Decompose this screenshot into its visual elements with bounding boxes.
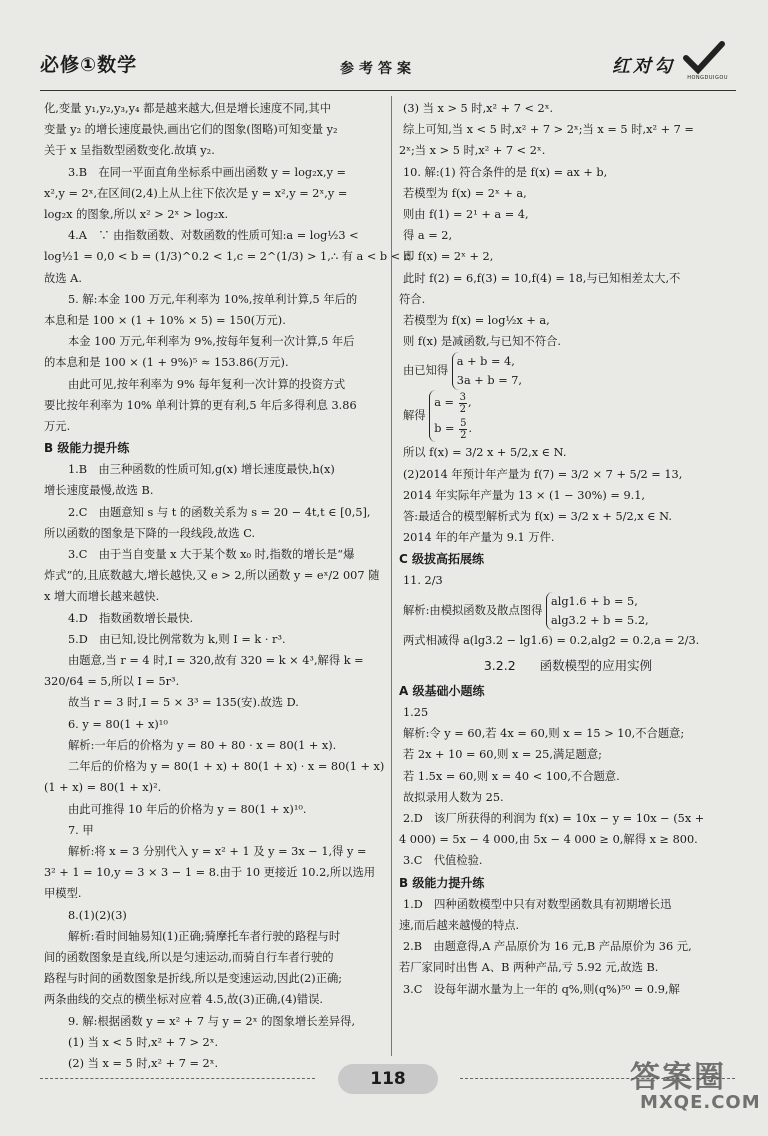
text-line: 即 f(x) = 2ˣ + 2, xyxy=(403,250,494,264)
equation-system xyxy=(546,592,649,630)
text-line: 2.B 由题意得,A 产品原价为 16 元,B 产品原价为 36 元, xyxy=(403,940,692,954)
text-line: 若 2x + 10 = 60,则 x = 25,满足题意; xyxy=(403,748,602,762)
text-line: 1.25 xyxy=(403,706,429,720)
denominator: 2 xyxy=(459,403,466,415)
system-lead: 解得 xyxy=(403,409,426,423)
text-line: 2.C 由题意知 s 与 t 的函数关系为 s = 20 − 4t,t ∈ [0,5], xyxy=(68,505,371,519)
equation-lhs: a = xyxy=(434,396,454,410)
text-line: 2014 年实际年产量为 13 × (1 − 30%) = 9.1, xyxy=(403,488,645,502)
text-line: (3) 当 x > 5 时,x² + 7 < 2ˣ. xyxy=(403,102,554,115)
text-line: 3.C 由于当自变量 x 大于某个数 x₀ 时,指数的增长是“爆 xyxy=(68,548,355,562)
text-line: 若模型为 f(x) = log½x + a, xyxy=(403,314,550,328)
text-line: 8.(1)(2)(3) xyxy=(68,908,127,922)
text-line: 320/64 = 5,所以 I = 5r³. xyxy=(44,675,180,689)
subsection-heading xyxy=(399,655,737,676)
section-heading: C 级拔高拓展练 xyxy=(399,552,484,567)
text-line: 9. 解:根据函数 y = x² + 7 与 y = 2ˣ 的图象增长差异得, xyxy=(68,1014,356,1028)
text-line: 4 000) = 5x − 4 000,由 5x − 4 000 ≥ 0,解得 x ≥ 800. xyxy=(399,833,698,847)
subsection-title: 函数模型的应用实例 xyxy=(539,657,653,673)
text-line: 答:最适合的模型解析式为 f(x) = 3/2 x + 5/2,x ∈ N. xyxy=(403,510,672,524)
text-line: (2)2014 年预计年产量为 f(7) = 3/2 × 7 + 5/2 = 13, xyxy=(403,467,683,481)
text-line: 则 f(x) 是减函数,与已知不符合. xyxy=(403,335,561,349)
text-line: 3.C 设每年湖水量为上一年的 q%,则(q%)⁵⁰ = 0.9,解 xyxy=(403,982,680,996)
logo-subtext: HONGDUIGOU xyxy=(687,75,728,81)
text-line: 故选 A. xyxy=(44,271,82,285)
text-line: 6. y = 80(1 + x)¹⁰ xyxy=(68,717,168,731)
text-line: (1) 当 x < 5 时,x² + 7 > 2ˣ. xyxy=(68,1035,219,1049)
text-line: 此时 f(2) = 6,f(3) = 10,f(4) = 18,与已知相差太大,不 xyxy=(403,271,681,285)
text-line: 二年后的价格为 y = 80(1 + x) + 80(1 + x) · x = 80(1 + x) xyxy=(68,760,385,774)
text-line: 由此可推得 10 年后的价格为 y = 80(1 + x)¹⁰. xyxy=(68,802,307,816)
solution-system xyxy=(399,390,737,442)
text-line: 解析:令 y = 60,若 4x = 60,则 x = 15 > 10,不合题意; xyxy=(403,727,685,741)
text-line: 若厂家同时出售 A、B 两种产品,亏 5.92 元,故选 B. xyxy=(399,961,659,975)
system-lead: 解析:由模拟函数及散点图得 xyxy=(403,603,543,617)
header-rule xyxy=(40,90,736,91)
checkmark-icon xyxy=(682,40,726,76)
text-line: 关于 x 呈指数型函数变化.故填 y₂. xyxy=(44,144,215,158)
text-line: 由题意,当 r = 4 时,I = 320,故有 320 = k × 4³,解得 k = xyxy=(68,654,364,668)
text-line: 万元. xyxy=(44,420,71,434)
fraction xyxy=(459,392,467,415)
system-of-equations xyxy=(399,352,737,390)
text-line: 速,而后越来越慢的特点. xyxy=(399,918,520,932)
text-line: 符合. xyxy=(399,292,426,306)
text-line: 若 1.5x = 60,则 x = 40 < 100,不合题意. xyxy=(403,769,620,783)
text-line: 解析:一年后的价格为 y = 80 + 80 · x = 80(1 + x). xyxy=(68,738,337,752)
text-line: 故拟录用人数为 25. xyxy=(403,790,504,804)
text-line: log½1 = 0,0 < b = (1/3)^0.2 < 1,c = 2^(1/3) > 1,∴ 有 a < b < c. xyxy=(44,250,414,264)
text-line: 2ˣ;当 x > 5 时,x² + 7 < 2ˣ. xyxy=(399,144,546,158)
text-line: 3.C 代值检验. xyxy=(403,854,483,868)
text-line: 5. 解:本金 100 万元,年利率为 10%,按单利计算,5 年后的 xyxy=(68,292,358,306)
numerator: 3 xyxy=(459,391,466,403)
text-line: 本息和是 100 × (1 + 10% × 5) = 150(万元). xyxy=(44,314,286,328)
text-line: 4.A ∵ 由指数函数、对数函数的性质可知:a = log½3 < xyxy=(68,229,359,243)
text-line: 则由 f(1) = 2¹ + a = 4, xyxy=(403,208,529,222)
text-line: x²,y = 2ˣ,在区间(2,4)上从上往下依次是 y = x²,y = 2ˣ,y = xyxy=(44,186,348,200)
text-line: (2) 当 x = 5 时,x² + 7 = 2ˣ. xyxy=(68,1056,219,1070)
equation-line: a + b = 4, xyxy=(456,355,515,369)
text-line: 1.D 四种函数模型中只有对数型函数具有初期增长迅 xyxy=(403,897,672,911)
text-line: 解析:看时间轴易知(1)正确;骑摩托车者行驶的路程与时 xyxy=(68,929,341,943)
equation-lhs: b = xyxy=(434,422,455,436)
text-line: 本金 100 万元,年利率为 9%,按每年复利一次计算,5 年后 xyxy=(68,335,355,349)
system-lead: 由已知得 xyxy=(403,364,449,378)
text-line: 3² + 1 = 10,y = 3 × 3 − 1 = 8.由于 10 更接近 10.2,所以选用 xyxy=(44,866,376,880)
equation-system xyxy=(452,352,522,390)
text-line: 4.D 指数函数增长最快. xyxy=(68,611,194,625)
text-line: 路程与时间的函数图象是折线,所以是变速运动,因此(2)正确; xyxy=(44,972,343,986)
text-line: 间的函数图象是直线,所以是匀速运动,而骑自行车者行驶的 xyxy=(44,950,334,964)
text-line: 两条曲线的交点的横坐标对应着 4.5,故(3)正确,(4)错误. xyxy=(44,993,323,1007)
watermark-logo-text: 答案圈 xyxy=(630,1060,726,1095)
equation-line: 3a + b = 7, xyxy=(456,374,523,388)
page-header xyxy=(40,42,736,88)
text-line: 增长速度最慢,故选 B. xyxy=(44,484,154,498)
text-line: 1.B 由三种函数的性质可知,g(x) 增长速度最快,h(x) xyxy=(68,463,335,477)
text-line: 综上可知,当 x < 5 时,x² + 7 > 2ˣ;当 x = 5 时,x² + 7 = xyxy=(403,123,694,137)
text-line: 炸式”的,且底数越大,增长越快,又 e > 2,所以函数 y = eˣ/2 007 随 xyxy=(44,569,380,583)
text-line: 若模型为 f(x) = 2ˣ + a, xyxy=(403,186,527,200)
text-line: 2.D 该厂所获得的利润为 f(x) = 10x − y = 10x − (5x + xyxy=(403,812,705,826)
fraction xyxy=(459,418,467,441)
text-line: x 增大而增长越来越快. xyxy=(44,590,160,604)
equation-line: alg3.2 + b = 5.2, xyxy=(550,613,649,627)
text-line: 的本息和是 100 × (1 + 9%)⁵ ≈ 153.86(万元). xyxy=(44,356,289,370)
publisher-logo xyxy=(598,42,728,88)
text-line: 所以函数的图象是下降的一段线段,故选 C. xyxy=(44,526,256,540)
equation-system: a = $\frac{3}{2}$ , b = $\frac{5}{2}$ . xyxy=(429,390,472,442)
text-line: 甲模型. xyxy=(44,887,82,901)
text-line: 10. 解:(1) 符合条件的是 f(x) = ax + b, xyxy=(403,165,608,179)
system-of-equations xyxy=(399,592,737,630)
text-line: 由此可见,按年利率为 9% 每年复利一次计算的投资方式 xyxy=(68,377,346,391)
text-line: 7. 甲 xyxy=(68,823,94,837)
watermark xyxy=(618,1052,761,1122)
text-line: 5.D 由已知,设比例常数为 k,则 I = k · r³. xyxy=(68,632,286,646)
text-line: (1 + x) = 80(1 + x)². xyxy=(44,781,162,795)
text-line: 要比按年利率为 10% 单利计算的更有利,5 年后多得利息 3.86 xyxy=(44,398,357,412)
text-line: 化,变量 y₁,y₂,y₃,y₄ 都是越来越大,但是增长速度不同,其中 xyxy=(44,102,332,115)
footer-rule-left xyxy=(40,1078,315,1079)
text-line: 3.B 在同一平面直角坐标系中画出函数 y = log₂x,y = xyxy=(68,165,347,179)
text-line: log₂x 的图象,所以 x² > 2ˣ > log₂x. xyxy=(44,208,229,222)
book-brand: 必修①数学 xyxy=(40,54,138,76)
right-column xyxy=(399,98,737,1000)
column-divider xyxy=(391,96,392,1056)
text-line: 变量 y₂ 的增长速度最快,画出它们的图象(图略)可知变量 y₂ xyxy=(44,123,338,137)
text-line: 11. 2/3 xyxy=(403,574,443,588)
denominator: 2 xyxy=(460,429,467,441)
text-line: 2014 年的年产量为 9.1 万件. xyxy=(403,531,555,545)
text-line: 两式相减得 a(lg3.2 − lg1.6) = 0.2,alg2 = 0.2,a = 2/3. xyxy=(403,633,700,647)
section-heading: B 级能力提升练 xyxy=(44,441,130,456)
text-line: 所以 f(x) = 3/2 x + 5/2,x ∈ N. xyxy=(403,446,567,460)
text-line: 解析:将 x = 3 分别代入 y = x² + 1 及 y = 3x − 1,得 y = xyxy=(68,844,367,858)
page-number: 118 xyxy=(338,1064,438,1094)
equation-line: alg1.6 + b = 5, xyxy=(550,594,638,608)
section-heading: A 级基础小题练 xyxy=(399,684,485,699)
text-line: 故当 r = 3 时,I = 5 × 3³ = 135(安).故选 D. xyxy=(68,696,299,710)
text-line: 得 a = 2, xyxy=(403,229,453,243)
numerator: 5 xyxy=(460,417,467,429)
logo-text: 红对勾 xyxy=(612,56,675,77)
header-title: 参考答案 xyxy=(340,61,416,77)
section-heading: B 级能力提升练 xyxy=(399,875,485,890)
subsection-number: 3.2.2 xyxy=(483,657,516,673)
watermark-url: MXQE.COM xyxy=(640,1092,761,1113)
